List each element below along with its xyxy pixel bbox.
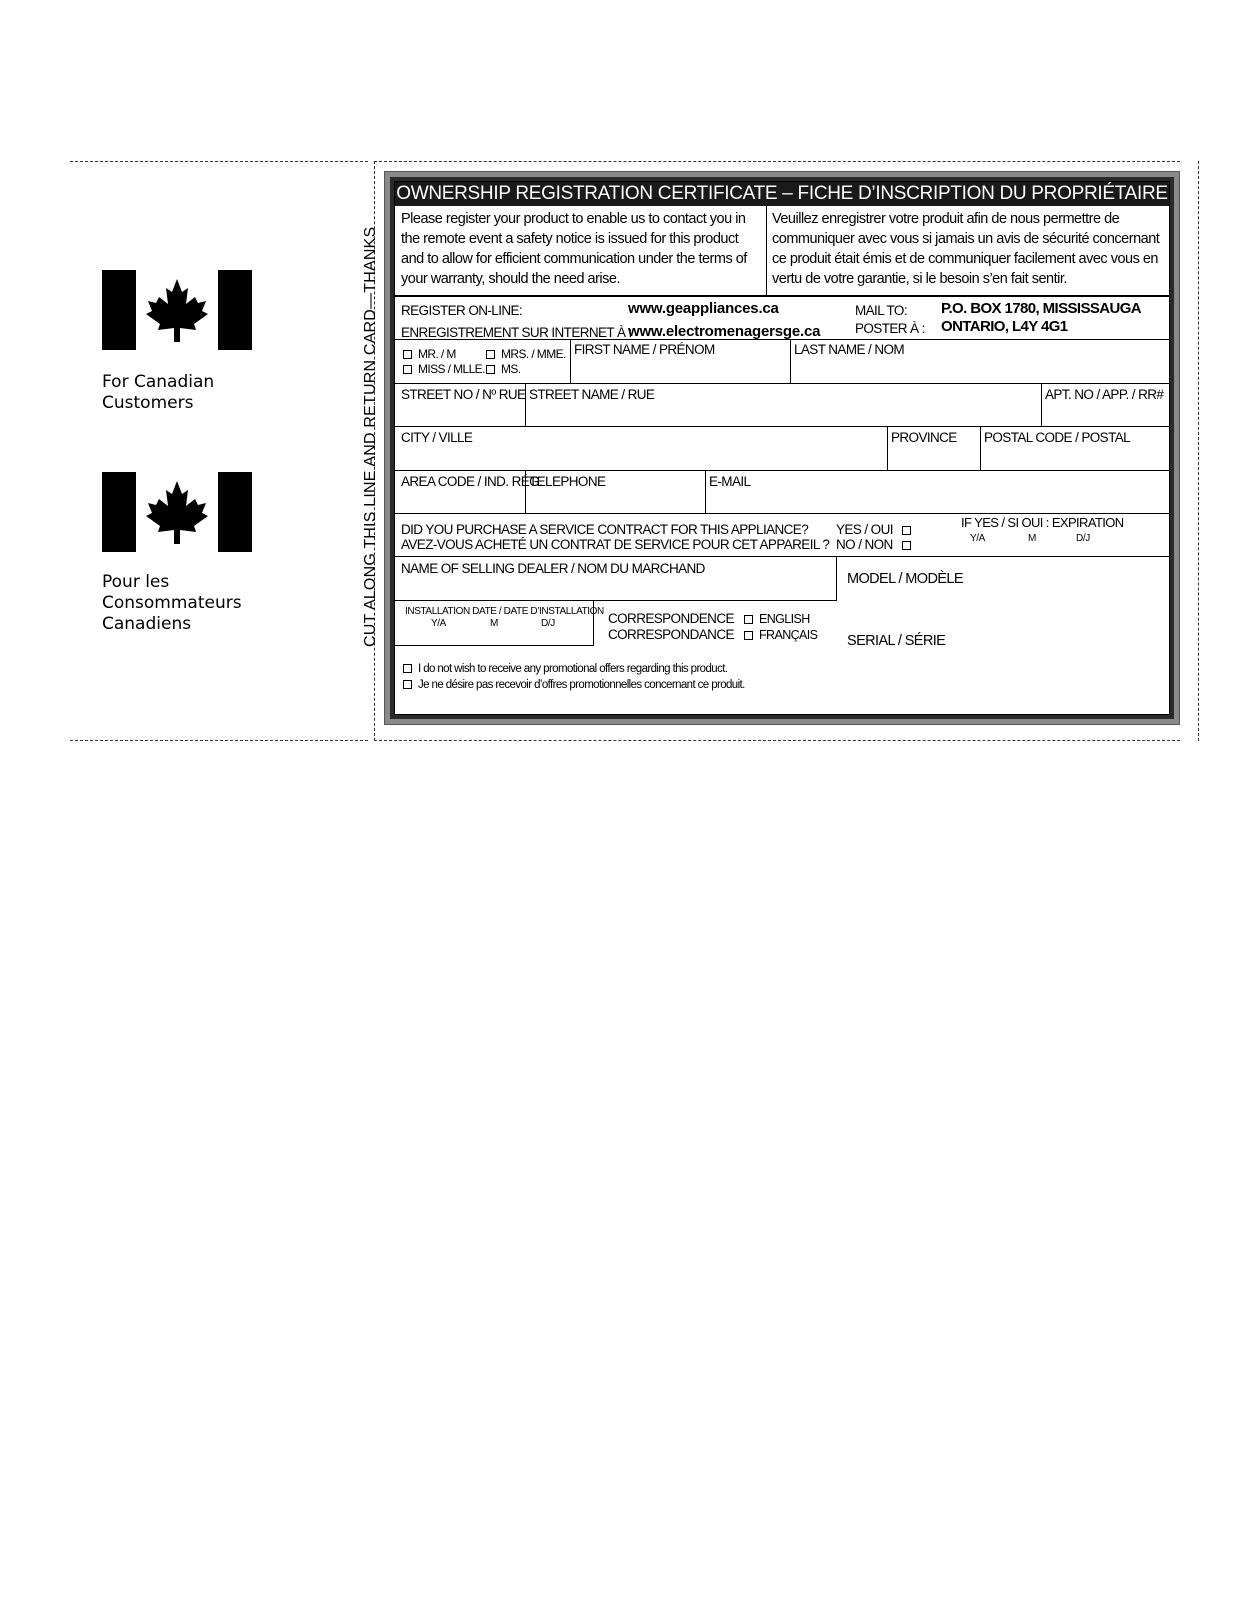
cut-line-vertical-right [1198, 161, 1199, 741]
title-mr-checkbox[interactable]: MR. / M [403, 346, 456, 362]
url-en-link[interactable]: www.geappliances.ca [628, 300, 779, 317]
cut-line-top-left [70, 161, 368, 162]
mail-to-label-fr: POSTER À : [855, 321, 925, 336]
dealer-name-field[interactable]: NAME OF SELLING DEALER / NOM DU MARCHAND [401, 561, 705, 576]
install-date-month[interactable]: M [490, 618, 498, 629]
correspondence-label-en: CORRESPONDENCE [608, 611, 734, 626]
install-date-day[interactable]: D/J [541, 618, 555, 629]
telephone-field[interactable]: TELEPHONE [529, 474, 606, 489]
expiration-day[interactable]: D/J [1076, 533, 1090, 544]
service-contract-question-en: DID YOU PURCHASE A SERVICE CONTRACT FOR THIS APPLIANCE? [401, 522, 809, 537]
opt-out-en-checkbox[interactable]: I do not wish to receive any promotional offers regarding this product. [403, 661, 727, 677]
last-name-field[interactable]: LAST NAME / NOM [794, 342, 905, 357]
service-contract-yes-checkbox[interactable]: YES / OUI [836, 522, 917, 538]
cut-line-bottom-left [70, 740, 368, 741]
province-field[interactable]: PROVINCE [891, 430, 957, 445]
first-name-field[interactable]: FIRST NAME / PRÉNOM [574, 342, 715, 357]
card-title: OWNERSHIP REGISTRATION CERTIFICATE – FICHE D’INSCRIPTION DU PROPRIÉTAIRE [396, 183, 1168, 204]
service-contract-question-fr: AVEZ-VOUS ACHETÉ UN CONTRAT DE SERVICE POUR CET APPAREIL ? [401, 537, 830, 552]
intro-english: Please register your product to enable us to contact you in the remote event a safety notice is issued for this product and to allow for efficient communication under the terms of your warranty, should the need arise. [401, 211, 747, 287]
registration-form [394, 181, 1170, 715]
serial-field[interactable]: SERIAL / SÉRIE [847, 633, 946, 649]
language-french-checkbox[interactable]: FRANÇAIS [744, 627, 817, 643]
expiration-label: IF YES / SI OUI : EXPIRATION [961, 515, 1124, 530]
cut-instruction: CUT ALONG THIS LINE AND RETURN CARD—THANKS [362, 226, 379, 647]
install-date-label: INSTALLATION DATE / DATE D’INSTALLATION [405, 606, 604, 617]
intro-french: Veuillez enregistrer votre produit afin de nous permettre de communiquer avec vous si jamais un avis de sécurité concernant ce produit était émis et de communiquer facilement avec vous en vertu de votre garantie, si le besoin s’en fait sentir. [772, 211, 1160, 287]
mail-to-label: MAIL TO: [855, 303, 907, 318]
mail-address-line1: P.O. BOX 1780, MISSISSAUGA [941, 300, 1142, 317]
model-field[interactable]: MODEL / MODÈLE [847, 571, 963, 587]
canada-flag-icon [102, 270, 252, 350]
install-date-year[interactable]: Y/A [431, 618, 446, 629]
title-miss-checkbox[interactable]: MISS / MLLE. [403, 361, 485, 377]
service-contract-no-checkbox[interactable]: NO / NON [836, 537, 917, 553]
mail-address-line2: ONTARIO, L4Y 4G1 [941, 318, 1068, 335]
cut-line-bottom-right [374, 740, 1180, 741]
expiration-year[interactable]: Y/A [970, 533, 985, 544]
language-english-checkbox[interactable]: ENGLISH [744, 611, 810, 627]
street-name-field[interactable]: STREET NAME / RUE [529, 387, 655, 402]
url-fr-link[interactable]: www.electromenagersge.ca [628, 323, 821, 340]
apt-no-field[interactable]: APT. NO / APP. / RR# [1045, 387, 1164, 402]
area-code-field[interactable]: AREA CODE / IND. RÉG. [401, 474, 543, 489]
registration-card [384, 171, 1180, 725]
email-field[interactable]: E-MAIL [709, 474, 751, 489]
street-no-field[interactable]: STREET NO / Nº RUE [401, 387, 526, 402]
title-mrs-checkbox[interactable]: MRS. / MME. [486, 346, 566, 362]
opt-out-fr-checkbox[interactable]: Je ne désire pas recevoir d’offres promotionnelles concernant ce produit. [403, 677, 745, 693]
pour-les-consommateurs-label: Pour les Consommateurs Canadiens [102, 572, 242, 634]
register-online-label: REGISTER ON-LINE: [401, 303, 523, 318]
title-ms-checkbox[interactable]: MS. [486, 361, 521, 377]
postal-code-field[interactable]: POSTAL CODE / POSTAL [984, 430, 1131, 445]
for-canadian-customers-label: For Canadian Customers [102, 372, 215, 413]
expiration-month[interactable]: M [1028, 533, 1036, 544]
canada-flag-icon [102, 472, 252, 552]
city-field[interactable]: CITY / VILLE [401, 430, 473, 445]
correspondence-label-fr: CORRESPONDANCE [608, 627, 734, 642]
register-online-label-fr: ENREGISTREMENT SUR INTERNET À : [401, 325, 632, 340]
cut-line-top-right [374, 161, 1180, 162]
